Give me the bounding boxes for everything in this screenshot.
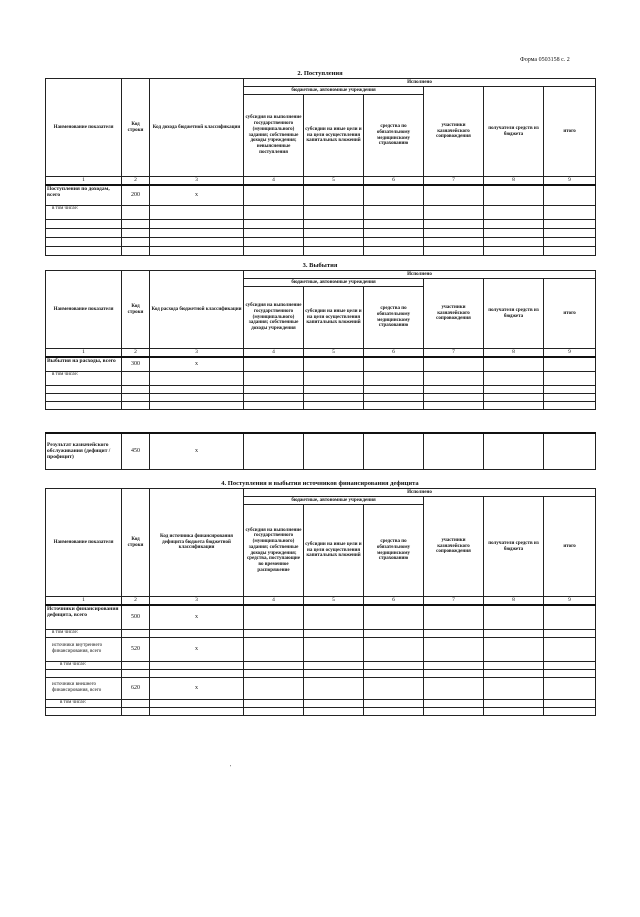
col-recipients-header: получатели средств из бюджета — [484, 497, 544, 597]
col-institutions-header: бюджетные, автономные учреждения — [244, 87, 424, 95]
col-num: 4 — [244, 177, 304, 186]
col-num: 2 — [122, 597, 150, 606]
row-code: 520 — [122, 637, 150, 661]
row-label: Поступления по доходам, всего — [46, 185, 122, 205]
row-code: 620 — [122, 677, 150, 699]
row-incl-label: в том числе: — [46, 661, 122, 669]
col-executed-header: Исполнено — [244, 79, 596, 87]
row-class-x: x — [150, 637, 244, 661]
col-num: 1 — [46, 597, 122, 606]
result-code: 450 — [122, 433, 150, 469]
form-code: Форма 0503158 с. 2 — [520, 57, 570, 63]
section-title: 4. Поступления и выбытия источников финансирования дефицита — [221, 480, 419, 487]
row-incl-label: в том числе: — [46, 205, 122, 219]
table-cell — [424, 185, 484, 205]
section-title: 3. Выбытия — [302, 262, 338, 269]
stray-mark: ' — [230, 765, 232, 771]
table-cell — [244, 205, 304, 219]
col-class-header: Код дохода бюджетной классификации — [150, 79, 244, 177]
col-subsidy-header: субсидия на выполнение государственного (муниципального) задания; собственные доходы учреждения — [244, 287, 304, 349]
col-total-header: итого — [544, 497, 596, 597]
row-label: Источники финансирования дефицита, всего — [46, 605, 122, 629]
disposals-table — [45, 270, 596, 410]
col-num: 1 — [46, 177, 122, 186]
table-cell — [364, 205, 424, 219]
col-code-header: Код строки — [122, 489, 150, 597]
col-total-header: итого — [544, 279, 596, 349]
col-num: 8 — [484, 177, 544, 186]
col-medical-header: средства по обязательному медицинскому страхованию — [364, 505, 424, 597]
col-treasury-header: участники казначейского сопровождения — [424, 279, 484, 349]
col-num: 4 — [244, 597, 304, 606]
col-num: 5 — [304, 597, 364, 606]
col-num: 3 — [150, 349, 244, 358]
row-code: 300 — [122, 357, 150, 371]
row-incl-label: в том числе: — [46, 371, 122, 385]
row-class-x: x — [150, 185, 244, 205]
table-cell — [304, 185, 364, 205]
col-executed-header: Исполнено — [244, 489, 596, 497]
col-institutions-header: бюджетные, автономные учреждения — [244, 279, 424, 287]
col-name-header: Наименование показателя — [46, 271, 122, 349]
col-num: 3 — [150, 597, 244, 606]
result-class-x: x — [150, 433, 244, 469]
col-num: 8 — [484, 349, 544, 358]
col-executed-header: Исполнено — [244, 271, 596, 279]
col-name-header: Наименование показателя — [46, 79, 122, 177]
col-treasury-header: участники казначейского сопровождения — [424, 497, 484, 597]
row-incl-label: в том числе: — [46, 629, 122, 637]
table-cell — [304, 205, 364, 219]
col-recipients-header: получатели средств из бюджета — [484, 87, 544, 177]
col-num: 1 — [46, 349, 122, 358]
col-num: 3 — [150, 177, 244, 186]
result-table — [45, 432, 596, 470]
col-medical-header: средства по обязательному медицинскому страхованию — [364, 95, 424, 177]
row-code: 200 — [122, 185, 150, 205]
col-num: 5 — [304, 177, 364, 186]
col-num: 2 — [122, 177, 150, 186]
table-cell — [484, 205, 544, 219]
table-cell — [544, 185, 596, 205]
col-name-header: Наименование показателя — [46, 489, 122, 597]
receipts-table — [45, 78, 596, 256]
financing-table — [45, 488, 596, 716]
section-title: 2. Поступления — [297, 70, 343, 77]
table-cell — [424, 205, 484, 219]
row-label: источники внешнего финансирования, всего — [46, 677, 122, 699]
col-num: 4 — [244, 349, 304, 358]
result-label: Результат казначейского обслуживания (дефицит / профицит) — [46, 433, 122, 469]
col-subsidy-other-header: субсидии на иные цели и на цели осуществления капитальных вложений — [304, 287, 364, 349]
col-num: 8 — [484, 597, 544, 606]
col-class-header: Код расхода бюджетной классификации — [150, 271, 244, 349]
col-num: 6 — [364, 349, 424, 358]
col-code-header: Код строки — [122, 271, 150, 349]
row-class-x: x — [150, 677, 244, 699]
col-num: 7 — [424, 349, 484, 358]
table-cell — [364, 185, 424, 205]
row-label: Выбытия на расходы, всего — [46, 357, 122, 371]
row-incl-label: в том числе: — [46, 699, 122, 707]
col-num: 6 — [364, 597, 424, 606]
col-num: 9 — [544, 597, 596, 606]
col-num: 9 — [544, 177, 596, 186]
col-num: 2 — [122, 349, 150, 358]
row-class-x: x — [150, 605, 244, 629]
col-subsidy-header: субсидия на выполнение государственного (муниципального) задания; собственные доходы учреждения; средства, поступающие во временное распоряжение — [244, 505, 304, 597]
row-class-x: x — [150, 357, 244, 371]
col-subsidy-header: субсидия на выполнение государственного (муниципального) задания; собственные доходы учреждения; невыясненные поступления — [244, 95, 304, 177]
col-total-header: итого — [544, 87, 596, 177]
col-code-header: Код строки — [122, 79, 150, 177]
col-subsidy-other-header: субсидии на иные цели и на цели осуществления капитальных вложений — [304, 95, 364, 177]
row-code: 500 — [122, 605, 150, 629]
table-cell — [544, 205, 596, 219]
col-num: 7 — [424, 597, 484, 606]
col-subsidy-other-header: субсидии на иные цели и на цели осуществления капитальных вложений — [304, 505, 364, 597]
col-num: 7 — [424, 177, 484, 186]
row-label: источники внутреннего финансирования, всего — [46, 637, 122, 661]
table-cell — [150, 205, 244, 219]
col-institutions-header: бюджетные, автономные учреждения — [244, 497, 424, 505]
col-medical-header: средства по обязательному медицинскому страхованию — [364, 287, 424, 349]
col-class-header: Код источника финансирования дефицита бюджета бюджетной классификации — [150, 489, 244, 597]
col-num: 5 — [304, 349, 364, 358]
col-num: 9 — [544, 349, 596, 358]
table-cell — [244, 185, 304, 205]
table-cell — [122, 205, 150, 219]
col-recipients-header: получатели средств из бюджета — [484, 279, 544, 349]
col-treasury-header: участники казначейского сопровождения — [424, 87, 484, 177]
col-num: 6 — [364, 177, 424, 186]
table-cell — [484, 185, 544, 205]
